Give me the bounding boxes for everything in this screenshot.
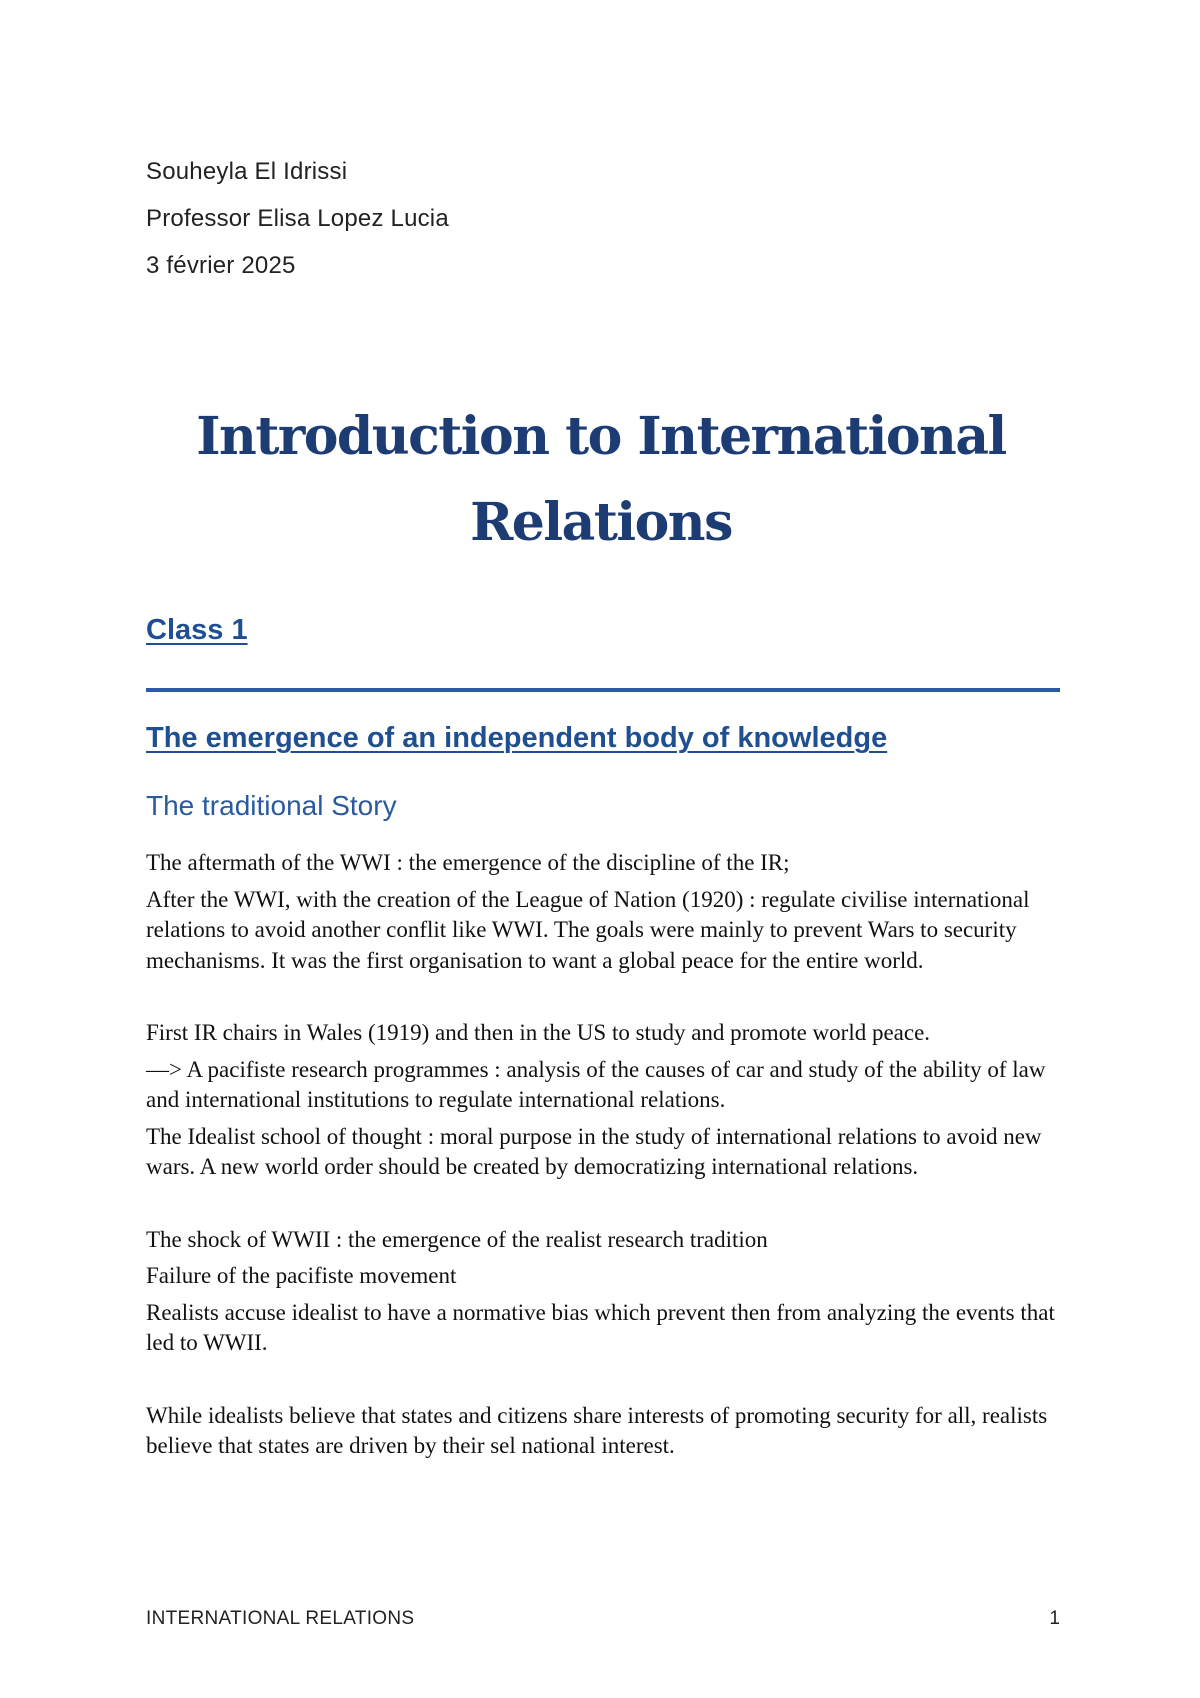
section-divider: [146, 688, 1060, 692]
paragraph: —> A pacifiste research programmes : analysis of the causes of car and study of the ability of law and international institutions to regulate international relations.: [146, 1056, 1046, 1112]
title-line-2: Relations: [470, 492, 732, 553]
footer-label: INTERNATIONAL RELATIONS: [146, 1608, 415, 1629]
body-text: [146, 848, 1076, 1468]
document-title: [146, 394, 1056, 566]
paragraph: First IR chairs in Wales (1919) and then in the US to study and promote world peace.: [146, 1020, 931, 1045]
paragraph-spacer: [146, 1365, 1076, 1401]
page-number: 1: [1049, 1608, 1060, 1629]
section-heading: Class 1: [146, 614, 248, 646]
subsubsection-heading: The traditional Story: [146, 790, 397, 821]
paragraph: While idealists believe that states and citizens share interests of promoting security for all, realists believe that states are driven by their sel national interest.: [146, 1402, 1048, 1458]
author-name: Souheyla El Idrissi: [146, 158, 348, 185]
header-block: [146, 148, 449, 289]
paragraph: The shock of WWII : the emergence of the realist research tradition: [146, 1226, 768, 1252]
subsection-heading: The emergence of an independent body of knowledge: [146, 722, 888, 754]
document-date: 3 février 2025: [146, 252, 296, 279]
paragraph: The Idealist school of thought : moral purpose in the study of international relations to avoid new wars. A new world order should be created by democratizing international relations.: [146, 1123, 1042, 1179]
paragraph-spacer: [146, 1189, 1076, 1225]
paragraph-spacer: [146, 982, 1076, 1018]
paragraph: Failure of the pacifiste movement: [146, 1263, 457, 1288]
professor-name: Professor Elisa Lopez Lucia: [146, 205, 449, 232]
paragraph: The aftermath of the WWI : the emergence of the discipline of the IR;: [146, 850, 790, 875]
paragraph: After the WWI, with the creation of the League of Nation (1920) : regulate civilise international relations to avoid another conflit like WWI. The goals were mainly to prevent Wars to security mechanisms. It was the first organisation to want a global peace for the entire world.: [146, 886, 1030, 973]
paragraph: Realists accuse idealist to have a normative bias which prevent then from analyzing the events that led to WWII.: [146, 1299, 1055, 1355]
title-line-1: Introduction to International: [196, 406, 1006, 467]
